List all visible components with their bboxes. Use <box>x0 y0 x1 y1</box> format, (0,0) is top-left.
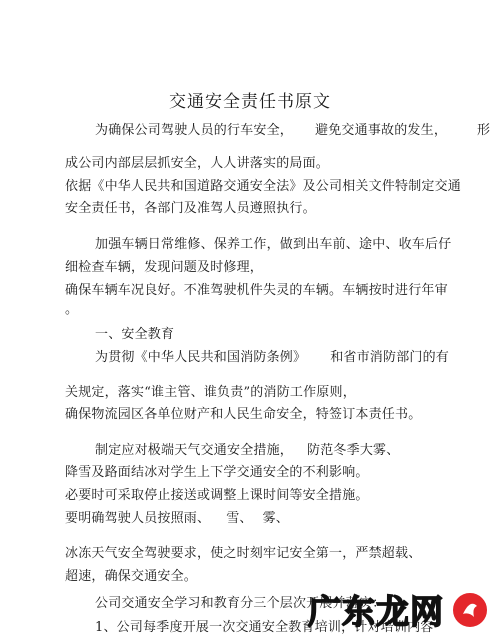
text-fragment: 要明确驾驶人员按照雨、 <box>65 511 211 526</box>
paragraph-line: 超速，确保交通安全。 <box>65 569 198 584</box>
paragraph-line: 冰冻天气安全驾驶要求，使之时刻牢记安全第一，严禁超载、 <box>65 546 422 561</box>
watermark-text: 广东龙网 <box>308 592 444 631</box>
paragraph-line <box>95 443 399 459</box>
paragraph-line: 安全责任书，各部门及准驾人员遵照执行。 <box>65 201 316 216</box>
paragraph-line: 加强车辆日常维修、保养工作，做到出车前、途中、收车后仔 <box>95 237 452 252</box>
document-title: 交通安全责任书原文 <box>169 92 331 112</box>
paragraph-line: 降雪及路面结冰对学生上下学交通安全的不利影响。 <box>65 465 369 480</box>
text-fragment: 避免交通事故的发生， <box>315 123 448 138</box>
paragraph-line: 1、公司每季度开展一次交通安全教育培训，针对培训内容 <box>95 620 434 635</box>
paragraph-line <box>95 350 449 366</box>
watermark-badge-icon <box>450 590 490 630</box>
text-fragment: 防范冬季大雾、 <box>307 443 400 458</box>
text-fragment: 形 <box>477 123 491 138</box>
text-fragment: 雪、 <box>226 511 253 526</box>
paragraph-line <box>95 123 490 139</box>
paragraph-line: 。 <box>65 302 79 317</box>
paragraph-line: 必要时可采取停止接送或调整上课时间等安全措施。 <box>65 488 369 503</box>
text-fragment: 和省市消防部门的有 <box>330 350 450 365</box>
watermark-logo <box>308 586 490 633</box>
paragraph-line <box>65 511 289 527</box>
section-heading: 一、安全教育 <box>95 327 175 342</box>
text-fragment: 雾、 <box>262 511 290 526</box>
paragraph-line: 关规定，落实“谁主管、谁负责”的消防工作原则， <box>65 385 356 400</box>
text-fragment: 制定应对极端天气交通安全措施， <box>95 443 294 458</box>
text-fragment: 为贯彻《中华人民共和国消防条例》 <box>95 350 307 365</box>
paragraph-line: 确保车辆车况良好。不准驾驶机件失灵的车辆。车辆按时进行年审 <box>65 283 448 298</box>
paragraph-line: 细检查车辆，发现问题及时修理， <box>65 260 264 275</box>
paragraph-line: 依据《中华人民共和国道路交通安全法》及公司相关文件特制定交通 <box>65 179 462 194</box>
paragraph-line: 确保物流园区各单位财产和人民生命安全，特签订本责任书。 <box>65 407 422 422</box>
text-fragment: 为确保公司驾驶人员的行车安全， <box>95 123 294 138</box>
paragraph-line: 公司交通安全学习和教育分三个层次开展并落实： <box>95 596 386 611</box>
paragraph-line: 成公司内部层层抓安全，人人讲落实的局面。 <box>65 156 330 171</box>
